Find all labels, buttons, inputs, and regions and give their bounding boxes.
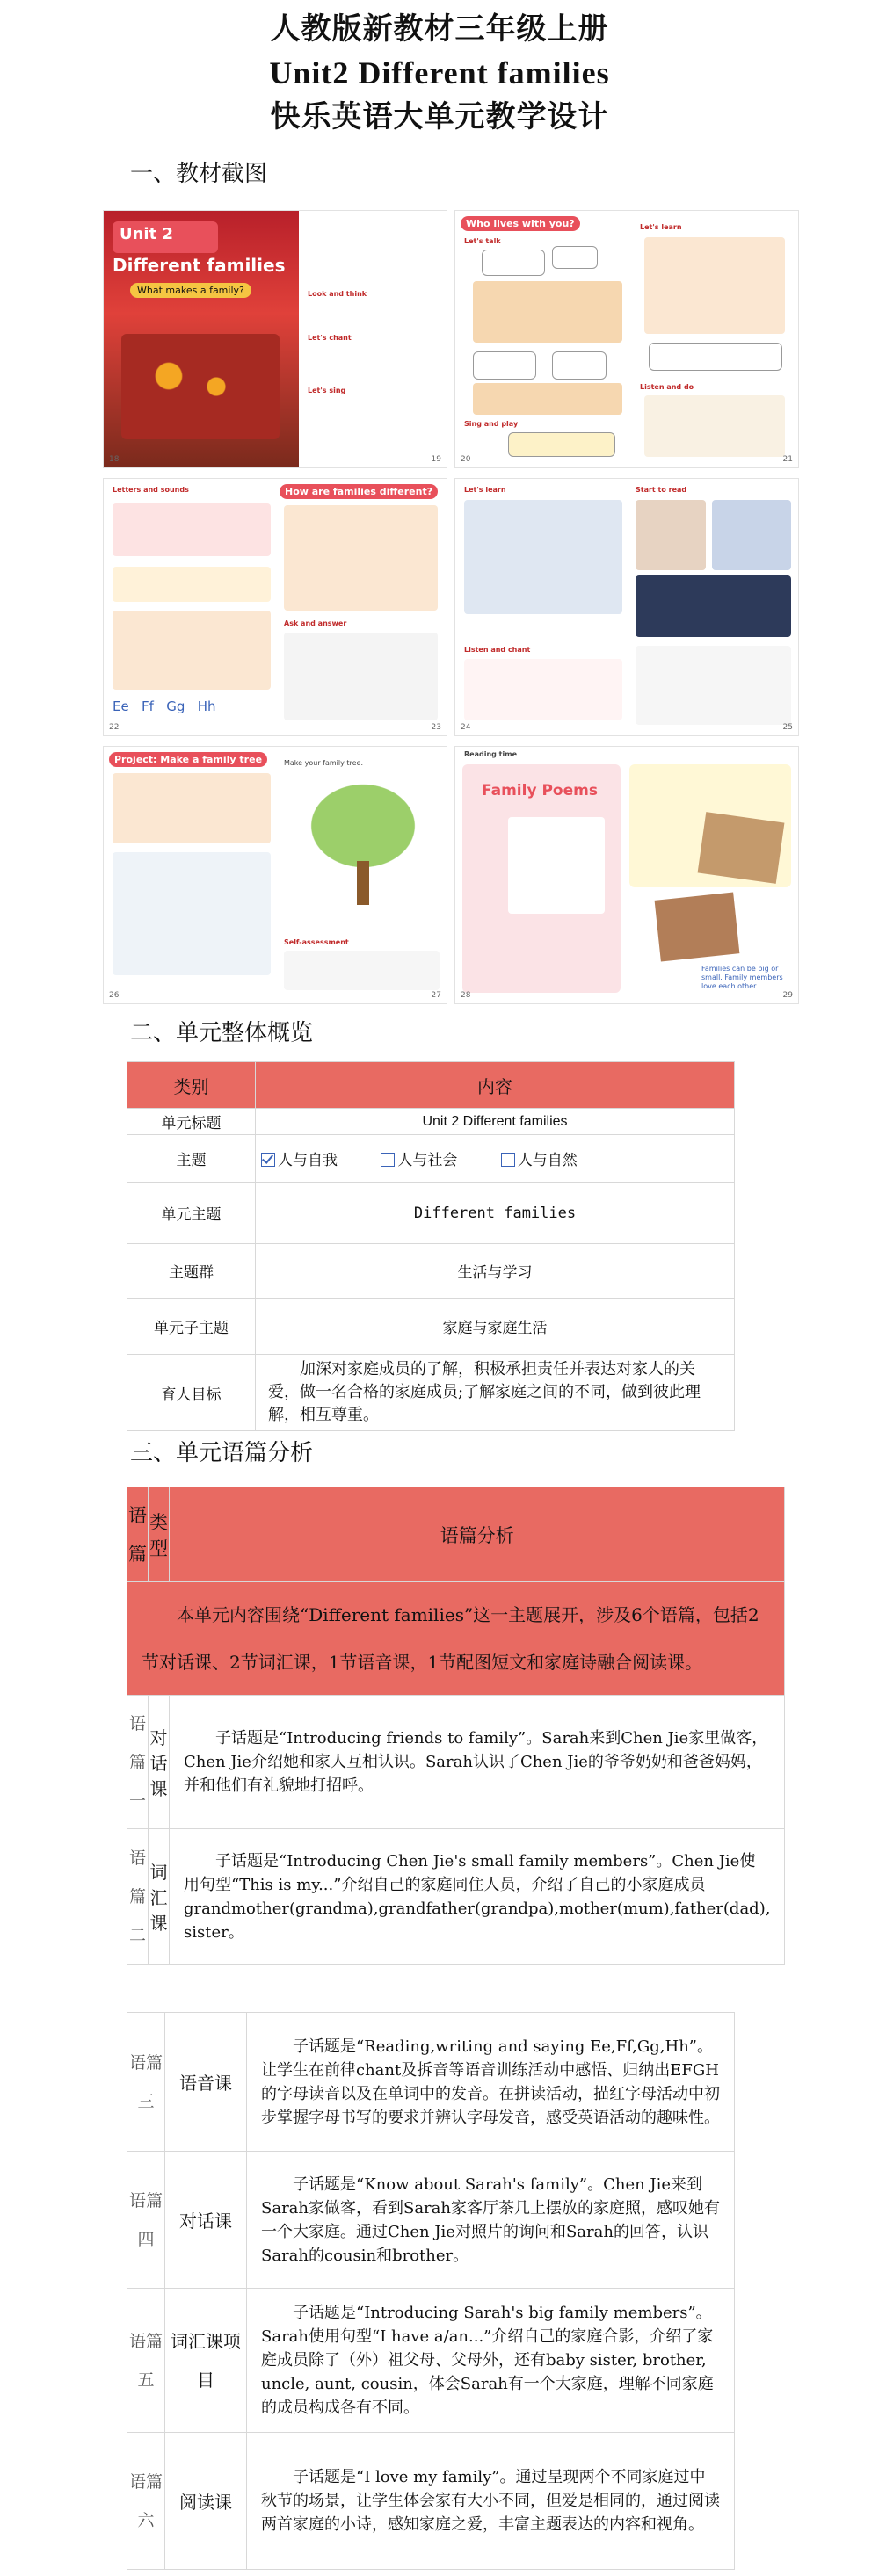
- analysis-header-text: 语篇: [127, 1487, 149, 1582]
- theme-option-label: 人与自然: [517, 1152, 578, 1169]
- ask-answer-label: Ask and answer: [284, 619, 347, 627]
- text-analysis: 子话题是“Introducing Chen Jie's small family members”。Chen Jie使用句型“This is my...”介绍自己的家庭同住人员，介绍了自己的小家庭成员grandmother(grandma),grandfather(grandpa),mother(mum),father(dad), sister。: [170, 1829, 785, 1965]
- theme-option-label: 人与社会: [397, 1152, 458, 1169]
- unit-question: What makes a family?: [130, 283, 251, 298]
- table-row: [127, 2433, 735, 2570]
- sing-play-label: Sing and play: [464, 420, 519, 428]
- table-row: [127, 1696, 785, 1829]
- unit-theme-value: Different families: [256, 1183, 735, 1244]
- page-spread-6: [455, 747, 798, 1003]
- text-number: 语篇三: [127, 2013, 165, 2152]
- letters-sounds-label: Letters and sounds: [113, 486, 189, 494]
- unit-title-value: Unit 2 Different families: [256, 1109, 735, 1135]
- letter-g: Gg: [166, 698, 185, 714]
- checkbox-icon[interactable]: [381, 1153, 395, 1167]
- analysis-header-type: 类型: [149, 1487, 170, 1582]
- page-spread-4: [455, 479, 798, 735]
- page-spread-3: [104, 479, 447, 735]
- section-c-title: Project: Make a family tree: [109, 752, 267, 767]
- letter-h: Hh: [197, 698, 216, 714]
- page-number: 19: [431, 455, 441, 464]
- page-number: 23: [431, 723, 441, 732]
- table-row: [127, 2013, 735, 2152]
- page-number: 20: [461, 455, 471, 464]
- unit-cover-title: Different families: [113, 255, 286, 276]
- make-tree-label: Make your family tree.: [284, 759, 364, 767]
- theme-label: 主题: [127, 1135, 256, 1183]
- page-number: 27: [431, 991, 441, 1000]
- page-number: 28: [461, 991, 471, 1000]
- section-heading-3: 三、单元语篇分析: [130, 1440, 314, 1466]
- section-heading-2: 二、单元整体概览: [130, 1020, 314, 1046]
- page-spread-2: [455, 211, 798, 467]
- text-type: 对话课: [149, 1696, 170, 1829]
- page-spread-5: [104, 747, 447, 1003]
- analysis-table-part-2: [127, 2012, 735, 2570]
- section-b-title: How are families different?: [280, 484, 438, 499]
- letter-f: Ff: [142, 698, 154, 714]
- text-number: 语篇四: [127, 2152, 165, 2289]
- reading-time-label: Reading time: [464, 750, 517, 758]
- checkbox-icon[interactable]: [501, 1153, 515, 1167]
- title-line-1: 人教版新教材三年级上册: [270, 11, 609, 47]
- text-type: 阅读课: [165, 2433, 247, 2570]
- page-number: 18: [109, 455, 120, 464]
- unit-title-label: 单元标题: [127, 1109, 256, 1135]
- text-analysis: 子话题是“Know about Sarah's family”。Chen Jie来到Sarah家做客，看到Sarah家客厅茶几上摆放的家庭照，感叹她有一个大家庭。通过Chen Jie对照片的询问和Sarah的回答，认识Sarah的cousin和brother。: [247, 2152, 735, 2289]
- letter-e: Ee: [113, 698, 129, 714]
- start-read-label: Start to read: [636, 486, 687, 494]
- theme-group-label: 主题群: [127, 1244, 256, 1299]
- theme-option-label: 人与自我: [278, 1152, 338, 1169]
- text-analysis: 子话题是“Reading,writing and saying Ee,Ff,Gg,Hh”。让学生在前律chant及拆音等语音训练活动中感悟、归纳出EFGH的字母读音以及在单词中的发音。在拼读活动，描红字母活动中初步掌握字母书写的要求并辨认字母发音，感受英语活动的趣味性。: [247, 2013, 735, 2152]
- table-row: [127, 2289, 735, 2433]
- text-number: 语篇五: [127, 2289, 165, 2433]
- lets-learn-label: Let's learn: [640, 223, 682, 231]
- sub-theme-label: 单元子主题: [127, 1299, 256, 1355]
- poem-title: Family Poems: [482, 782, 598, 800]
- unit-tag: Unit 2: [120, 225, 173, 243]
- self-assessment-label: Self-assessment: [284, 938, 349, 946]
- theme-group-value: 生活与学习: [256, 1244, 735, 1299]
- lets-talk-label: Let's talk: [464, 237, 501, 245]
- analysis-header-analysis: 语篇分析: [170, 1487, 785, 1582]
- unit-theme-label: 单元主题: [127, 1183, 256, 1244]
- text-analysis: 子话题是“I love my family”。通过呈现两个不同家庭过中秋节的场景，让学生体会家有大小不同，但爱是相同的，通过阅读两首家庭的小诗，感知家庭之爱，丰富主题表达的内容和视角。: [247, 2433, 735, 2570]
- overview-table: [127, 1061, 735, 1431]
- text-type: 对话课: [165, 2152, 247, 2289]
- page-number: 24: [461, 723, 471, 732]
- lets-learn-label: Let's learn: [464, 486, 506, 494]
- analysis-intro: 本单元内容围绕“Different families”这一主题展开，涉及6个语篇，包括2节对话课、2节词汇课，1节语音课，1节配图短文和家庭诗融合阅读课。: [127, 1582, 785, 1696]
- families-caption: Families can be big or small. Family members love each other.: [701, 965, 783, 990]
- table-row: [127, 2152, 735, 2289]
- text-type: 词汇课项目: [165, 2289, 247, 2433]
- sub-theme-value: 家庭与家庭生活: [256, 1299, 735, 1355]
- text-number: 语篇六: [127, 2433, 165, 2570]
- page-number: 22: [109, 723, 120, 732]
- section-a-title: Who lives with you?: [461, 216, 580, 231]
- title-line-2: Unit2 Different families: [269, 55, 610, 90]
- table-row: [127, 1829, 785, 1965]
- theme-option-society[interactable]: [381, 1147, 457, 1169]
- text-number: 语篇二: [127, 1829, 149, 1965]
- page-number: 26: [109, 991, 120, 1000]
- theme-option-self[interactable]: [261, 1147, 338, 1169]
- text-analysis: 子话题是“Introducing Sarah's big family members”。Sarah使用句型“I have a/an...”介绍自己的家庭合影，介绍了家庭成员除了（外）祖父母、父母外，还有baby sister, brother, uncle, aunt, cousin，体会Sarah有一个大家庭，理解不同家庭的成员构成各有不同。: [247, 2289, 735, 2433]
- goal-label: 育人目标: [127, 1355, 256, 1431]
- section-heading-1: 一、教材截图: [130, 161, 268, 187]
- checkbox-checked-icon[interactable]: [261, 1153, 275, 1167]
- listen-do-label: Listen and do: [640, 383, 694, 391]
- overview-header-category: 类别: [127, 1062, 256, 1109]
- text-number: 语篇一: [127, 1696, 149, 1829]
- analysis-table-part-1: [127, 1487, 785, 1965]
- theme-options: [256, 1135, 735, 1183]
- goal-value: 加深对家庭成员的了解，积极承担责任并表达对家人的关爱，做一名合格的家庭成员;了解家庭之间的不同，做到彼此理解，相互尊重。: [256, 1355, 735, 1431]
- theme-option-nature[interactable]: [501, 1147, 578, 1169]
- overview-header-content: 内容: [256, 1062, 735, 1109]
- text-type: 语音课: [165, 2013, 247, 2152]
- listen-chant-label: Listen and chant: [464, 646, 531, 654]
- text-analysis: 子话题是“Introducing friends to family”。Sarah来到Chen Jie家里做客，Chen Jie介绍她和家人互相认识。Sarah认识了Chen Jie的爷爷奶奶和爸爸妈妈，并和他们有礼貌地打招呼。: [170, 1696, 785, 1829]
- document-title: [0, 7, 879, 139]
- title-line-3: 快乐英语大单元教学设计: [270, 99, 609, 134]
- page-number: 21: [782, 455, 793, 464]
- page-spread-1: Unit 2 Different families What makes a family? Look and think Let's chant Let's sing 18 19: [104, 211, 447, 467]
- page-number: 29: [782, 991, 793, 1000]
- text-type: 词汇课: [149, 1829, 170, 1965]
- page-number: 25: [782, 723, 793, 732]
